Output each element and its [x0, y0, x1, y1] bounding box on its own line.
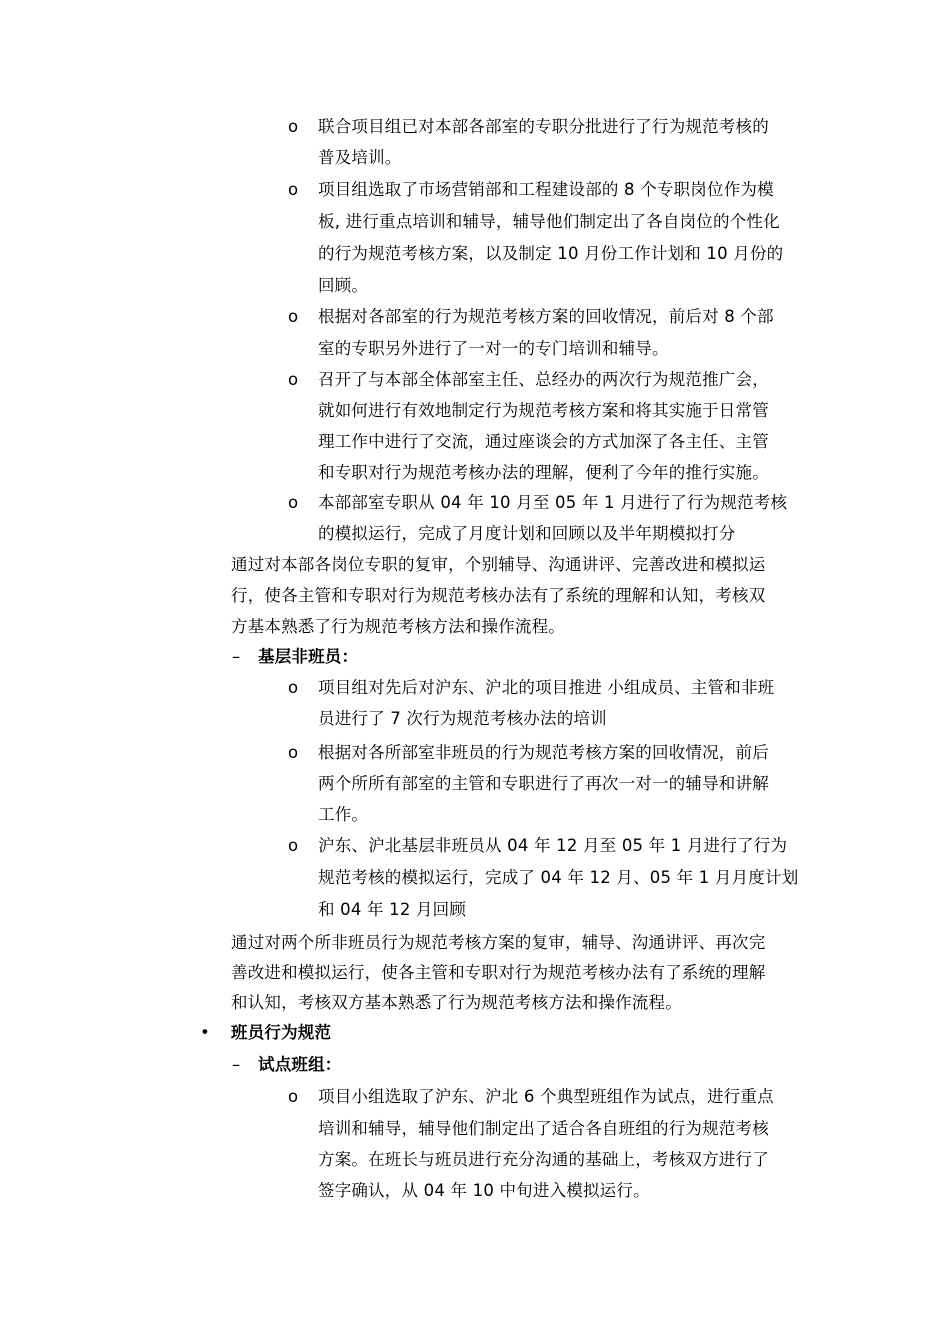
paragraph-line: 通过对两个所非班员行为规范考核方案的复审，辅导、沟通讲评、再次完	[231, 933, 766, 952]
item-text-line: 理工作中进行了交流，通过座谈会的方式加深了各主任、主管	[318, 432, 769, 451]
item-text-line: 联合项目组已对本部各部室的专职分批进行了行为规范考核的	[318, 117, 769, 136]
item-text-line: 召开了与本部全体部室主任、总经办的两次行为规范推广会，	[318, 370, 769, 389]
bullet-marker: o	[288, 678, 299, 697]
item-text-line: 根据对各所部室非班员的行为规范考核方案的回收情况，前后	[318, 743, 769, 762]
paragraph-line: 通过对本部各岗位专职的复审，个别辅导、沟通讲评、完善改进和模拟运	[231, 555, 766, 574]
item-text-line: 项目组对先后对沪东、沪北的项目推进 小组成员、主管和非班	[318, 678, 775, 697]
bullet-marker: o	[288, 836, 299, 855]
item-text-line: 项目组选取了市场营销部和工程建设部的 8 个专职岗位作为模	[318, 180, 774, 199]
paragraph-line: 和认知，考核双方基本熟悉了行为规范考核方法和操作流程。	[231, 993, 682, 1012]
item-text-line: 工作。	[318, 805, 369, 824]
item-text-line: 签字确认，从 04 年 10 中旬进入模拟运行。	[318, 1181, 650, 1200]
item-text-line: 回顾。	[318, 276, 369, 295]
item-text-line: 规范考核的模拟运行，完成了 04 年 12 月、05 年 1 月月度计划	[318, 868, 799, 887]
item-text-line: 和专职对行为规范考核办法的理解，便利了今年的推行实施。	[318, 463, 769, 482]
dash-marker: –	[232, 647, 241, 666]
bullet-marker: o	[288, 743, 299, 762]
bullet-marker: o	[288, 307, 299, 326]
bullet-marker: o	[288, 370, 299, 389]
item-text-line: 板, 进行重点培训和辅导，辅导他们制定出了各自岗位的个性化	[318, 212, 780, 231]
bullet-marker: o	[288, 117, 299, 136]
paragraph-line: 方基本熟悉了行为规范考核方法和操作流程。	[231, 617, 565, 636]
item-text-line: 本部部室专职从 04 年 10 月至 05 年 1 月进行了行为规范考核	[318, 493, 788, 512]
item-text-line: 项目小组选取了沪东、沪北 6 个典型班组作为试点，进行重点	[318, 1087, 774, 1106]
item-text-line: 的模拟运行，完成了月度计划和回顾以及半年期模拟打分	[318, 524, 736, 543]
item-text-line: 员进行了 7 次行为规范考核办法的培训	[318, 709, 607, 728]
item-text-line: 沪东、沪北基层非班员从 04 年 12 月至 05 年 1 月进行了行为	[318, 836, 788, 855]
item-text-line: 室的专职另外进行了一对一的专门培训和辅导。	[318, 339, 669, 358]
item-text-line: 的行为规范考核方案，以及制定 10 月份工作计划和 10 月份的	[318, 244, 784, 263]
paragraph-line: 善改进和模拟运行，使各主管和专职对行为规范考核办法有了系统的理解	[231, 963, 766, 982]
sub-heading-text: 试点班组：	[258, 1055, 342, 1074]
dash-marker: –	[232, 1055, 241, 1074]
bullet-marker: o	[288, 493, 299, 512]
item-text-line: 培训和辅导，辅导他们制定出了适合各自班组的行为规范考核	[318, 1119, 769, 1138]
item-text-line: 根据对各部室的行为规范考核方案的回收情况，前后对 8 个部	[318, 307, 774, 326]
item-text-line: 就如何进行有效地制定行为规范考核方案和将其实施于日常管	[318, 401, 769, 420]
item-text-line: 普及培训。	[318, 148, 402, 167]
bullet-marker: o	[288, 1087, 299, 1106]
section-heading-text: 班员行为规范	[231, 1023, 332, 1042]
item-text-line: 和 04 年 12 月回顾	[318, 900, 467, 919]
item-text-line: 两个所所有部室的主管和专职进行了再次一对一的辅导和讲解	[318, 774, 769, 793]
bullet-marker: o	[288, 180, 299, 199]
bullet-dot-marker: •	[200, 1023, 210, 1042]
item-text-line: 方案。在班长与班员进行充分沟通的基础上，考核双方进行了	[318, 1150, 769, 1169]
paragraph-line: 行，使各主管和专职对行为规范考核办法有了系统的理解和认知，考核双	[231, 586, 766, 605]
sub-heading-text: 基层非班员：	[258, 647, 359, 666]
